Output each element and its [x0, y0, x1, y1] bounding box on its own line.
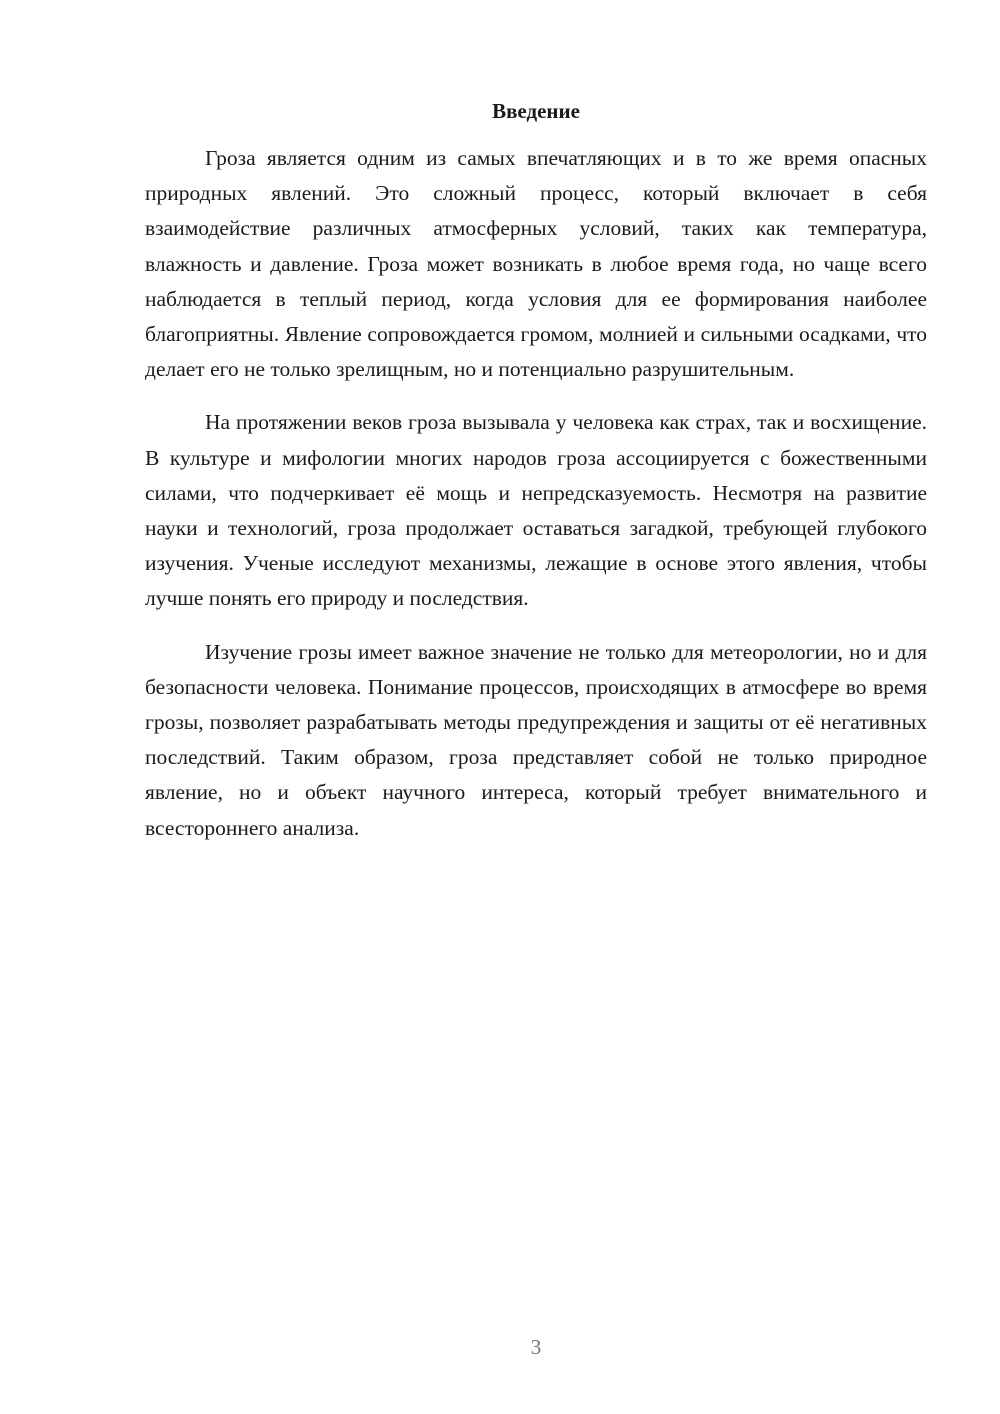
paragraph-1: Гроза является одним из самых впечатляющих и в то же время опасных природных явлений. Это сложный процесс, который включает в себя взаимодействие различных атмосферных условий, таких как температура, влажность и давление. Гроза может возникать в любое время года, но чаще всего наблюдается в теплый период, когда условия для ее формирования наиболее благоприятны. Явление сопровождается громом, молнией и сильными осадками, что делает его не только зрелищным, но и потенциально разрушительным. — [145, 146, 927, 382]
page-number: 3 — [530, 1335, 542, 1359]
body-text — [145, 141, 927, 864]
paragraph-3: Изучение грозы имеет важное значение не только для метеорологии, но и для безопасности человека. Понимание процессов, происходящих в атмосфере во время грозы, позволяет разрабатывать методы предупреждения и защиты от её негативных последствий. Таким образом, гроза представляет собой не только природное явление, но и объект научного интереса, который требует внимательного и всестороннего анализа. — [145, 639, 927, 840]
section-heading: Введение — [492, 99, 580, 123]
paragraph-2: На протяжении веков гроза вызывала у человека как страх, так и восхищение. В культуре и мифологии многих народов гроза ассоциируется с божественными силами, что подчеркивает её мощь и непредсказуемость. Несмотря на развитие науки и технологий, гроза продолжает оставаться загадкой, требующей глубокого изучения. Ученые исследуют механизмы, лежащие в основе этого явления, чтобы лучше понять его природу и последствия. — [145, 410, 927, 611]
